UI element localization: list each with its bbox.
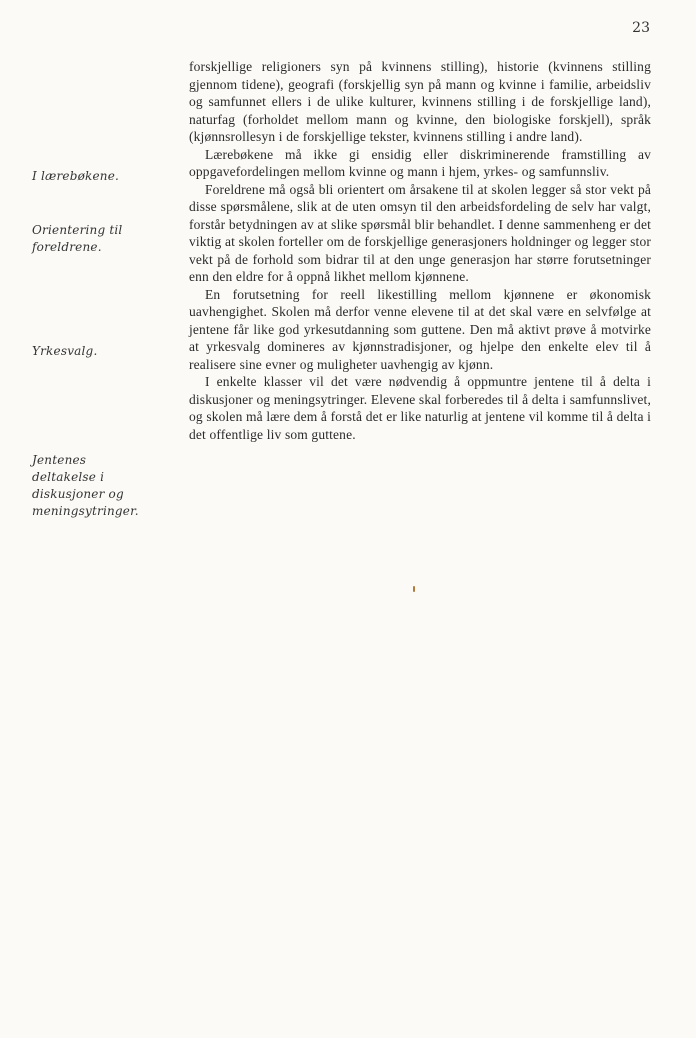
sidenote-orientering: Orientering til foreldrene. — [32, 223, 123, 254]
sidenote-laereboekene: I lærebøkene. — [32, 169, 120, 183]
main-text — [189, 58, 651, 443]
paragraph-jentenes-deltakelse: I enkelte klasser vil det være nødvendig å oppmuntre jentene til å delta i diskusjoner og meningsytringer. Elevene skal forberedes til å delta i samfunnslivet, og skolen må lære dem å forstå det er like naturlig at jentene vil komme til å delta i det offentlige liv som guttene. — [189, 374, 652, 442]
paragraph-foreldrene: Foreldrene må også bli orientert om årsakene til at skolen legger så stor vekt på disse spørsmålene, slik at de uten omsyn til den arbeidsfordeling de selv har valgt, forstår betydningen av at slike spørsmål blir behandlet. I denne sammenheng er det viktig at skolen forteller om de forskjellige generasjoners holdninger og legger stor vekt på de forhold som bidrar til at den unge generasjon har større forutsetninger enn den eldre for å oppnå likhet mellom kjønnene. — [189, 181, 651, 284]
paragraph-yrkesvalg: En forutsetning for reell likestilling mellom kjønnene er økonomisk uavhengighet. Skolen må derfor venne elevene til at det skal være en selvfølge at jentene får like god yrkesutdanning som guttene. Den må aktivt prøve å motvirke at yrkesvalg domineres av kjønnstradisjoner, og hjelpe den enkelte elev til å realisere sine evner og muligheter uavhengig av kjønn. — [189, 286, 651, 372]
page-number: 23 — [632, 20, 650, 36]
paper-speck — [413, 586, 415, 592]
paragraph-fag: forskjellige religioners syn på kvinnens stilling), historie (kvinnens stilling gjennom tidene), geografi (forskjellig syn på mann og kvinne i familie, arbeidsliv og samfunnet ellers i de ulike kulturer, kvinnens stilling i de forskjellige land), naturfag (forholdet mellom mann og kvinne, den biologiske forskjell), språk (kjønnsrollesyn i de forskjellige tekster, kvinnens stilling i andre land). — [189, 59, 651, 144]
sidenote-jentenes-deltakelse: Jentenes deltakelse i diskusjoner og meningsytringer. — [32, 453, 139, 518]
sidenote-yrkesvalg: Yrkesvalg. — [32, 344, 98, 358]
paragraph-laereboekene: Lærebøkene må ikke gi ensidig eller diskriminerende framstilling av oppgavefordelingen mellom kvinne og mann i hjem, yrkes- og samfunnsliv. — [189, 146, 651, 179]
